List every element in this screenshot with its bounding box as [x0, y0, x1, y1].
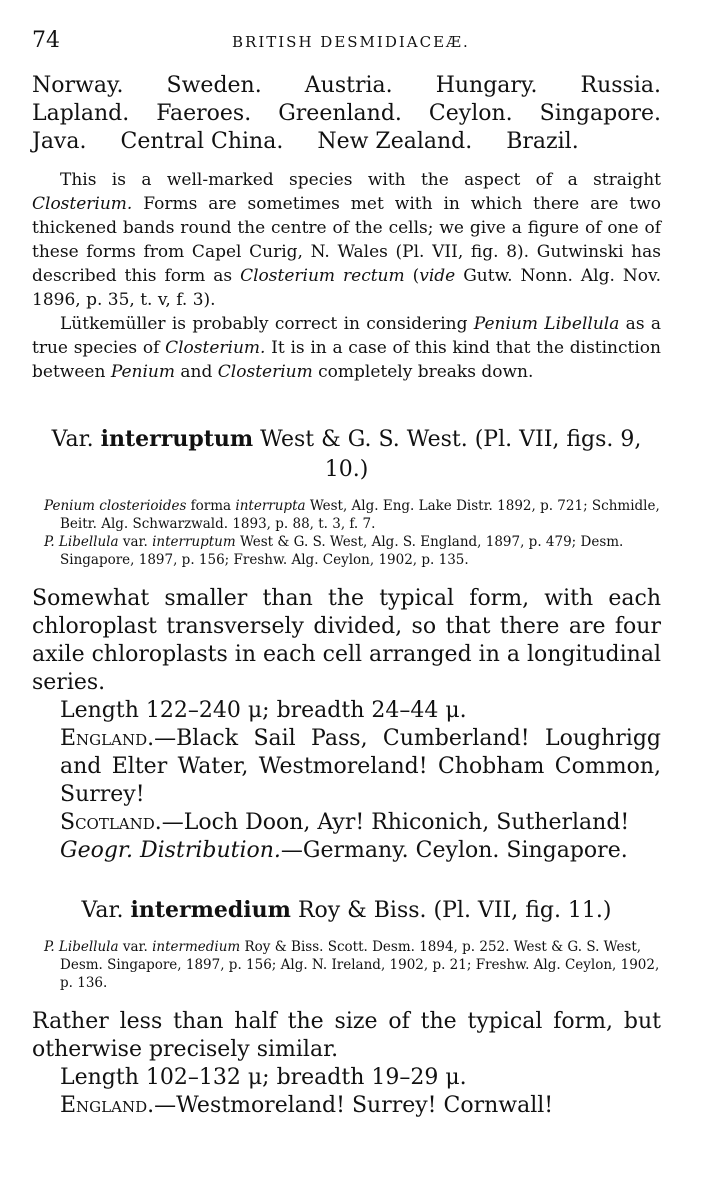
england-localities: England.—Westmoreland! Surrey! Cornwall!	[60, 1093, 554, 1118]
distribution-line	[32, 72, 661, 100]
synonym-entry: P. Libellula var. intermedium Roy & Biss. Scott. Desm. 1894, p. 252. West & G. S. West, Desm. Singapore, 1897, p. 156; Alg. N. Ireland, 1902, p. 21; Freshw. Alg. Ceylon, 1902, p. 136.	[44, 939, 660, 991]
distribution-line	[32, 100, 661, 128]
commentary	[32, 168, 661, 384]
country: Java.	[32, 129, 87, 154]
paragraph: Lütkemüller is probably correct in considering Penium Libellula as a true species of Closterium. It is in a case of this kind that the distinction between Penium and Closterium completely breaks down.	[32, 314, 661, 382]
variety-description	[32, 1008, 661, 1120]
distribution-list	[32, 72, 661, 156]
country: Faeroes.	[156, 101, 252, 126]
country: Singapore.	[539, 101, 661, 126]
variety-heading: Var. intermedium Roy & Biss. (Pl. VII, fig. 11.)	[81, 897, 612, 923]
synonym-entry: Penium closterioides forma interrupta West, Alg. Eng. Lake Distr. 1892, p. 721; Schmidle, Beitr. Alg. Schwarzwald. 1893, p. 88, t. 3, f. 7.	[44, 498, 660, 532]
scotland-localities: Scotland.—Loch Doon, Ayr! Rhiconich, Sutherland!	[60, 810, 630, 835]
country: Central China.	[120, 129, 284, 154]
synonymy	[32, 497, 661, 569]
distribution-line	[32, 128, 661, 156]
variety-heading: Var. interruptum West & G. S. West. (Pl. VII, figs. 9, 10.)	[51, 426, 642, 482]
country: Lapland.	[32, 101, 130, 126]
country: New Zealand.	[317, 129, 473, 154]
measurements: Length 102–132 μ; breadth 19–29 μ.	[60, 1065, 467, 1090]
country: Brazil.	[506, 129, 579, 154]
england-localities: England.—Black Sail Pass, Cumberland! Loughrigg and Elter Water, Westmoreland! Chobham Common, Surrey!	[60, 726, 661, 807]
country: Hungary.	[435, 73, 538, 98]
description-text: Somewhat smaller than the typical form, with each chloroplast transversely divided, so that there are four axile chloroplasts in each cell arranged in a longitudinal series.	[32, 586, 661, 695]
page-number: 74	[32, 28, 60, 53]
measurements: Length 122–240 μ; breadth 24–44 μ.	[60, 698, 467, 723]
country: Norway.	[32, 73, 124, 98]
country: Russia.	[580, 73, 661, 98]
country: Sweden.	[166, 73, 262, 98]
synonymy	[32, 938, 661, 992]
country: Greenland.	[278, 101, 402, 126]
variety-name: interruptum	[100, 426, 254, 452]
variety-description	[32, 585, 661, 865]
variety-name: intermedium	[130, 897, 291, 923]
synonym-entry: P. Libellula var. interruptum West & G. S. West, Alg. S. England, 1897, p. 479; Desm. Singapore, 1897, p. 156; Freshw. Alg. Ceylon, 1902, p. 135.	[44, 534, 624, 568]
country: Ceylon.	[428, 101, 513, 126]
country: Austria.	[304, 73, 393, 98]
paragraph: This is a well-marked species with the aspect of a straight Closterium. Forms are sometimes met with in which there are two thickened bands round the centre of the cells; we give a figure of one of these forms from Capel Curig, N. Wales (Pl. VII, fig. 8). Gutwinski has described this form as Closterium rectum (vide Gutw. Nonn. Alg. Nov. 1896, p. 35, t. v, f. 3).	[32, 170, 661, 310]
description-text: Rather less than half the size of the typical form, but otherwise precisely similar.	[32, 1009, 661, 1062]
geographic-distribution: Geogr. Distribution.—Germany. Ceylon. Singapore.	[60, 838, 628, 863]
page-header	[32, 28, 661, 72]
running-head: BRITISH DESMIDIACEÆ.	[232, 33, 470, 51]
